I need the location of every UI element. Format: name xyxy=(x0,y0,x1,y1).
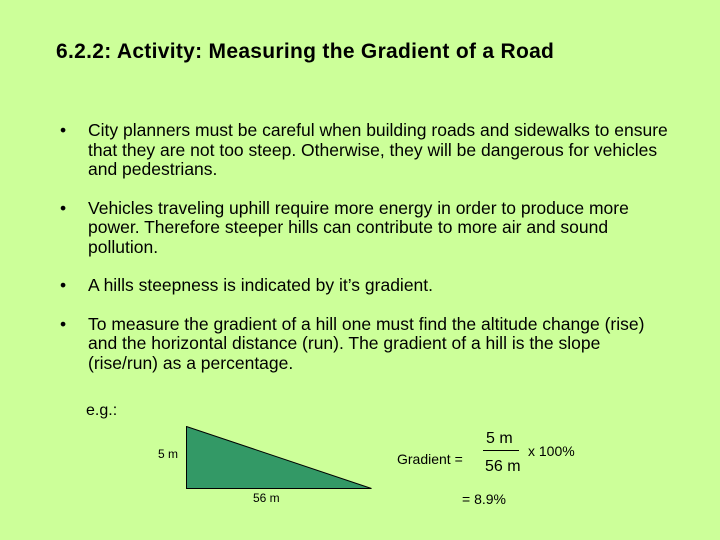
percent-multiplier: x 100% xyxy=(528,443,575,459)
slope-triangle xyxy=(186,426,372,489)
slide-title: 6.2.2: Activity: Measuring the Gradient of a Road xyxy=(56,40,555,63)
fraction-denominator: 56 m xyxy=(485,458,521,475)
rise-label: 5 m xyxy=(158,447,179,461)
slope-diagram xyxy=(186,426,372,489)
bullet-item: • To measure the gradient of a hill one must find the altitude change (rise) and the horizontal distance (run). The gradient of a hill is the slope (rise/run) as a percentage. xyxy=(60,315,670,374)
fraction-bar xyxy=(483,450,519,451)
bullet-item: • Vehicles traveling uphill require more energy in order to produce more power. Therefore steeper hills can contribute to more air and sound pollution. xyxy=(60,199,670,258)
slope-triangle-shape xyxy=(187,427,372,489)
gradient-result: = 8.9% xyxy=(462,491,506,507)
bullet-item: • A hills steepness is indicated by it’s gradient. xyxy=(60,276,670,296)
fraction-numerator: 5 m xyxy=(486,430,513,447)
gradient-label: Gradient = xyxy=(397,451,463,467)
run-label: 56 m xyxy=(253,491,280,505)
bullet-item: • City planners must be careful when building roads and sidewalks to ensure that they are not too steep. Otherwise, they will be dangerous for vehicles and pedestrians. xyxy=(60,121,670,180)
example-label: e.g.: xyxy=(86,402,118,419)
bullet-list xyxy=(60,121,670,373)
